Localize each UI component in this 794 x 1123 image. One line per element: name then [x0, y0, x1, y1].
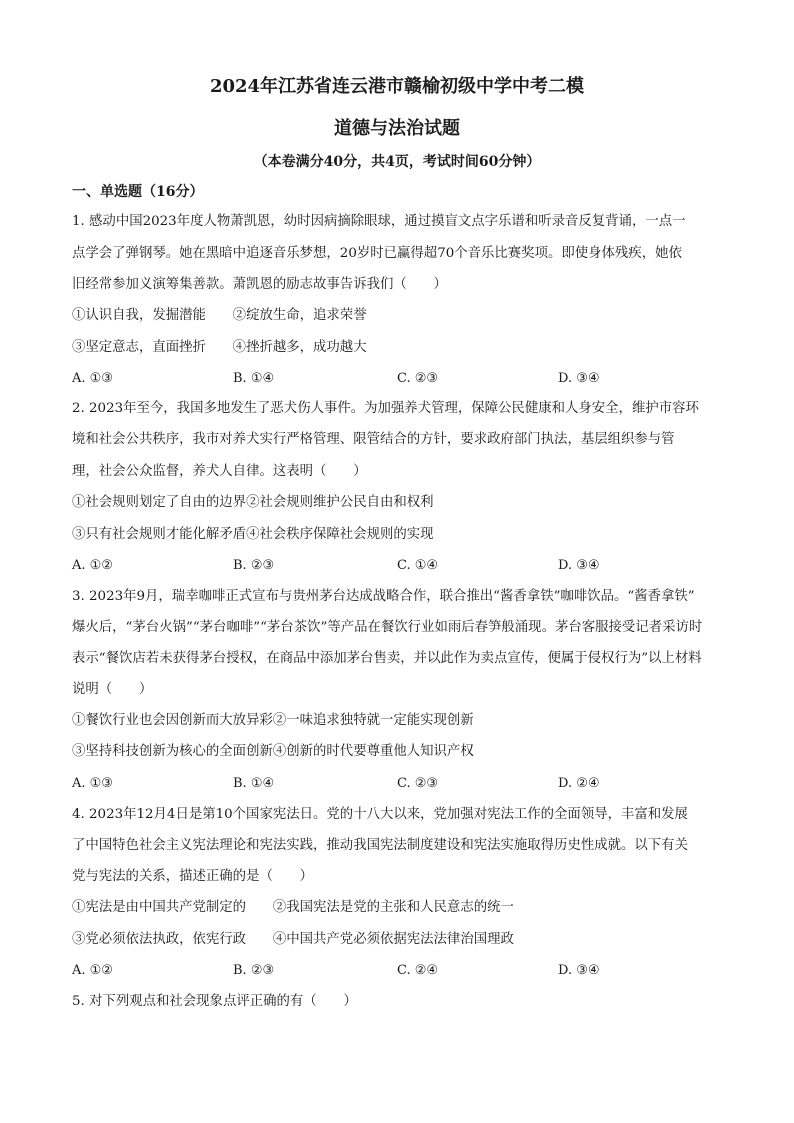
question-4-option-d: D. ③④	[558, 963, 600, 978]
question-1-statement-2: ③坚定意志，直面挫折 ④挫折越多，成功越大	[72, 340, 367, 355]
question-3-statement-1: ①餐饮行业也会因创新而大放异彩②一味追求独特就一定能实现创新	[72, 713, 474, 728]
question-2-statement-1: ①社会规则划定了自由的边界②社会规则维护公民自由和权利	[72, 495, 434, 510]
question-2-line-1: 2. 2023年至今，我国多地发生了恶犬伤人事件。为加强养犬管理，保障公民健康和人身安全，维护市容环	[72, 401, 699, 416]
question-1-line-2: 点学会了弹钢琴。她在黑暗中追逐音乐梦想，20岁时已赢得超70个音乐比赛奖项。即使身体残疾，她依	[72, 246, 682, 261]
question-2-line-3: 理，社会公众监督，养犬人自律。这表明（ ）	[72, 464, 367, 479]
question-1-option-c: C. ②③	[397, 371, 439, 386]
exam-subtitle: 道德与法治试题	[334, 118, 460, 139]
question-1-statement-1: ①认识自我，发掘潜能 ②绽放生命，追求荣誉	[72, 308, 367, 323]
question-4-option-b: B. ②③	[233, 963, 275, 978]
question-1-line-3: 旧经常参加义演筹集善款。萧凯恩的励志故事告诉我们（ ）	[72, 277, 447, 292]
question-3-line-2: 爆火后，“茅台火锅”“茅台咖啡”“茅台茶饮”等产品在餐饮行业如雨后春笋般涌现。茅台客服接受记者采访时	[72, 620, 703, 635]
question-3-option-b: B. ①④	[233, 776, 275, 791]
section-heading: 一、单选题（16分）	[72, 184, 204, 200]
question-4-statement-2: ③党必须依法执政，依宪行政 ④中国共产党必须依据宪法法律治国理政	[72, 932, 514, 947]
question-1-option-b: B. ①④	[233, 371, 275, 386]
question-4-line-1: 4. 2023年12月4日是第10个国家宪法日。党的十八大以来，党加强对宪法工作的全面领导，丰富和发展	[72, 807, 688, 822]
question-4-line-2: 了中国特色社会主义宪法理论和宪法实践，推动我国宪法制度建设和宪法实施取得历史性成就。以下有关	[72, 838, 688, 853]
question-2-option-b: B. ②③	[233, 558, 275, 573]
question-4-statement-1: ①宪法是由中国共产党制定的 ②我国宪法是党的主张和人民意志的统一	[72, 900, 514, 915]
question-5-line-1: 5. 对下列观点和社会现象点评正确的有（ ）	[72, 994, 357, 1009]
exam-note: （本卷满分40分，共4页，考试时间60分钟）	[253, 154, 541, 170]
exam-title: 2024年江苏省连云港市赣榆初级中学中考二模	[209, 76, 585, 97]
question-4-option-a: A. ①②	[72, 963, 113, 978]
question-2-option-d: D. ③④	[558, 558, 600, 573]
question-2-option-a: A. ①②	[72, 558, 113, 573]
question-3-option-d: D. ②④	[558, 776, 600, 791]
question-3-statement-2: ③坚持科技创新为核心的全面创新④创新的时代要尊重他人知识产权	[72, 744, 474, 759]
question-3-option-a: A. ①③	[72, 776, 113, 791]
question-3-line-4: 说明（ ）	[72, 682, 153, 697]
question-4-option-c: C. ②④	[397, 963, 439, 978]
question-2-statement-2: ③只有社会规则才能化解矛盾④社会秩序保障社会规则的实现	[72, 527, 434, 542]
question-1-option-d: D. ③④	[558, 371, 600, 386]
question-1-option-a: A. ①③	[72, 371, 113, 386]
question-3-option-c: C. ②③	[397, 776, 439, 791]
question-2-line-2: 境和社会公共秩序，我市对养犬实行严格管理、限管结合的方针，要求政府部门执法，基层组织参与管	[72, 432, 675, 447]
question-2-option-c: C. ①④	[397, 558, 439, 573]
question-3-line-3: 表示“餐饮店若未获得茅台授权，在商品中添加茅台售卖，并以此作为卖点宣传，便属于侵权行为”以上材料	[72, 651, 702, 666]
question-1-line-1: 1. 感动中国2023年度人物萧凯恩，幼时因病摘除眼球，通过摸盲文点字乐谱和听录音反复背诵，一点一	[72, 214, 686, 229]
question-4-line-3: 党与宪法的关系，描述正确的是（ ）	[72, 869, 314, 884]
question-3-line-1: 3. 2023年9月，瑞幸咖啡正式宣布与贵州茅台达成战略合作，联合推出“酱香拿铁”咖啡饮品。“酱香拿铁”	[72, 589, 695, 604]
